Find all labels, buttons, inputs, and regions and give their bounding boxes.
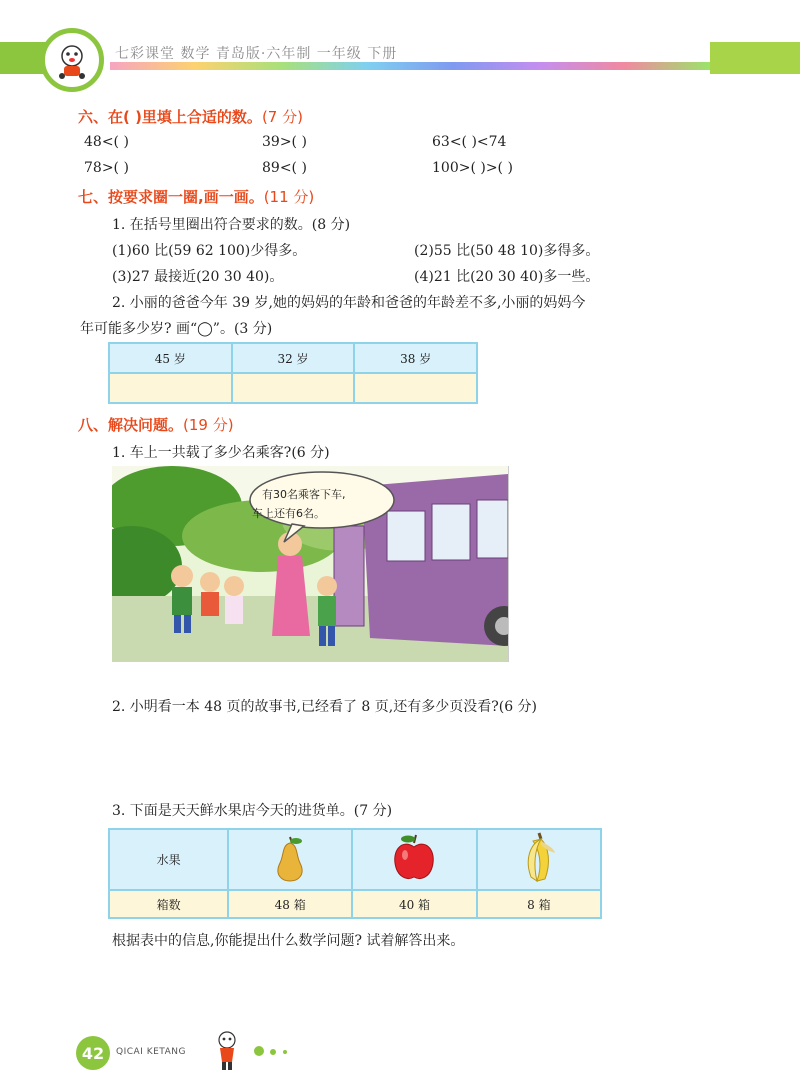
s7-q2-line2: 年可能多少岁? 画“◯”。(3 分) — [80, 321, 273, 337]
age-table — [108, 342, 478, 404]
age-cell-1: 45 岁 — [109, 343, 232, 373]
s6-r1-c1: 48<( ) — [84, 134, 129, 150]
pear-icon — [272, 833, 308, 883]
count-apple: 40 箱 — [352, 890, 477, 918]
fruit-table — [108, 828, 602, 919]
mascot-logo — [40, 28, 104, 92]
s6-r1-c3: 63<( )<74 — [432, 134, 507, 150]
mascot-icon — [50, 38, 94, 82]
s7-q1: 1. 在括号里圈出符合要求的数。(8 分) — [112, 217, 351, 233]
s8-q1: 1. 车上一共载了多少名乘客?(6 分) — [112, 445, 330, 461]
section-6-points: (7 分) — [261, 108, 303, 126]
count-banana: 8 箱 — [477, 890, 601, 918]
age-cell-2: 32 岁 — [232, 343, 355, 373]
s7-q1-item-2: (2)55 比(50 48 10)多得多。 — [414, 243, 600, 259]
footer-mascot — [210, 1028, 244, 1076]
speech-bubble-line-2: 车上还有6名。 — [252, 507, 325, 520]
header-rainbow-strip — [110, 62, 710, 70]
s6-r2-c2: 89<( ) — [262, 160, 307, 176]
s6-r1-c2: 39>( ) — [262, 134, 307, 150]
footer-brand: QICAI KETANG — [116, 1047, 186, 1057]
section-7-title — [78, 186, 314, 207]
fruit-row-label: 水果 — [109, 829, 228, 890]
s6-r2-c1: 78>( ) — [84, 160, 129, 176]
section-7-heading: 七、按要求圈一圈,画一画。 — [78, 188, 264, 206]
banana-icon — [519, 831, 559, 885]
section-8-title — [78, 414, 234, 435]
section-8-points: (19 分) — [183, 416, 234, 434]
header-title: 七彩课堂 数学 青岛版·六年制 一年级 下册 — [115, 46, 398, 62]
footer-dot-medium — [270, 1049, 276, 1055]
s7-q1-item-3: (3)27 最接近(20 30 40)。 — [112, 269, 284, 285]
footer-dot-small — [283, 1050, 287, 1054]
age-cell-3: 38 岁 — [354, 343, 477, 373]
section-6-heading: 六、在( )里填上合适的数。 — [78, 108, 262, 126]
s7-q1-item-4: (4)21 比(20 30 40)多一些。 — [414, 269, 600, 285]
section-7-points: (11 分) — [263, 188, 315, 206]
fruit-cell-banana — [477, 829, 601, 890]
s7-q2-line1: 2. 小丽的爸爸今年 39 岁,她的妈妈的年龄和爸爸的年龄差不多,小丽的妈妈今 — [112, 295, 586, 311]
speech-bubble-text — [252, 486, 346, 521]
page-number: 42 — [76, 1036, 110, 1070]
mascot-icon — [210, 1028, 244, 1072]
age-answer-cell-3[interactable] — [354, 373, 477, 403]
fruit-cell-apple — [352, 829, 477, 890]
section-8-heading: 八、解决问题。 — [78, 416, 184, 434]
s7-q1-item-1: (1)60 比(59 62 100)少得多。 — [112, 243, 307, 259]
s8-q3: 3. 下面是天天鲜水果店今天的进货单。(7 分) — [112, 803, 393, 819]
section-6-title — [78, 106, 303, 127]
age-answer-cell-2[interactable] — [232, 373, 355, 403]
speech-bubble-line-1: 有30名乘客下车, — [262, 488, 346, 501]
s8-q2: 2. 小明看一本 48 页的故事书,已经看了 8 页,还有多少页没看?(6 分) — [112, 699, 538, 715]
fruit-cell-pear — [228, 829, 352, 890]
count-row-label: 箱数 — [109, 890, 228, 918]
header-right-band — [710, 42, 800, 74]
s8-q3-prompt: 根据表中的信息,你能提出什么数学问题? 试着解答出来。 — [112, 933, 465, 949]
apple-icon — [391, 833, 437, 883]
age-answer-cell-1[interactable] — [109, 373, 232, 403]
footer-dot-large — [254, 1046, 264, 1056]
count-pear: 48 箱 — [228, 890, 352, 918]
s6-r2-c3: 100>( )>( ) — [432, 160, 513, 176]
